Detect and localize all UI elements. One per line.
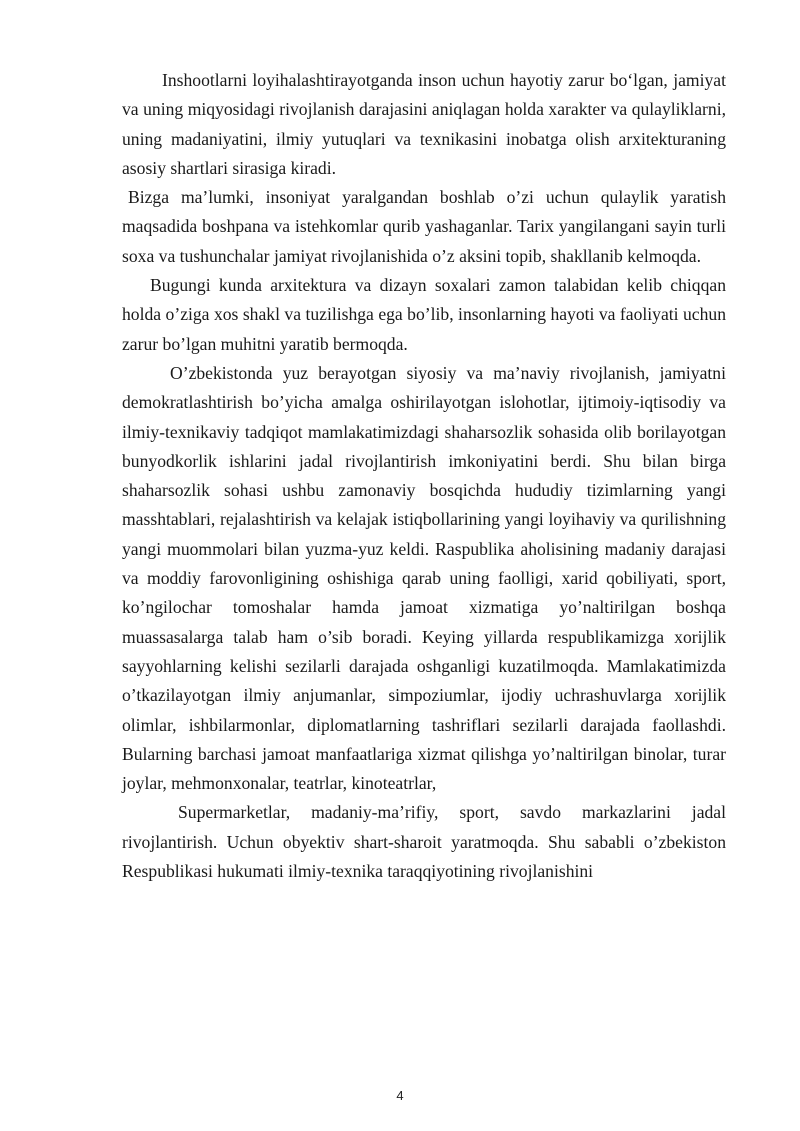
paragraph-1: Inshootlarni loyihalashtirayotganda inson uchun hayotiy zarur bo‘lgan, jamiyat va uning miqyosidagi rivojlanish darajasini aniqlagan holda xarakter va qulayliklarni, uning madaniyatini, ilmiy yutuqlari va texnikasini inobatga olish arxitekturaning asosiy shartlari sirasiga kiradi. — [122, 70, 726, 178]
paragraph-4: O’zbekistonda yuz berayotgan siyosiy va ma’naviy rivojlanish, jamiyatni demokratlashtirish bo’yicha amalga oshirilayotgan islohotlar, ijtimoiy-iqtisodiy va ilmiy-texnikaviy tadqiqot mamlakatimizdagi shaharsozlik sohasida olib borilayotgan bunyodkorlik ishlarini jadal rivojlantirish imkoniyatini berdi. Shu bilan birga shaharsozlik sohasi ushbu zamonaviy bosqichda hududiy tizimlarning yangi masshtablari, rejalashtirish va kelajak istiqbollarining yangi loyihaviy va qurilishning yangi muommolari bilan yuzma-yuz keldi. Raspublika aholisining madaniy darajasi va moddiy farovonligining oshishiga qarab uning faolligi, xarid qobiliyati, sport, ko’ngilochar tomoshalar hamda jamoat xizmatiga yo’naltirilgan boshqa muassasalarga talab ham o’sib boradi. Keying yillarda respublikamizga xorijlik sayyohlarning kelishi sezilarli darajada oshganligi kuzatilmoqda. Mamlakatimizda o’tkazilayotgan ilmiy anjumanlar, simpoziumlar, ijodiy uchrashuvlarga xorijlik olimlar, ishbilarmonlar, diplomatlarning tashriflari sezilarli darajada faollashdi. Bularning barchasi jamoat manfaatlariga xizmat qilishga yo’naltirilgan binolar, turar joylar, mehmonxonalar, teatrlar, kinoteatrlar, — [122, 362, 726, 794]
page-number: 4 — [396, 1088, 404, 1103]
page-body — [122, 66, 726, 886]
paragraph-3: Bugungi kunda arxitektura va dizayn soxalari zamon talabidan kelib chiqqan holda o’ziga xos shakl va tuzilishga ega bo’lib, insonlarning hayoti va faoliyati uchun zarur bo’lgan muhitni yaratib bermoqda. — [122, 275, 726, 354]
paragraph-5: Supermarketlar, madaniy-ma’rifiy, sport, savdo markazlarini jadal rivojlantirish. Uchun obyektiv shart-sharoit yaratmoqda. Shu sababli o’zbekiston Respublikasi hukumati ilmiy-texnika taraqqiyotining rivojlanishini — [122, 802, 726, 882]
paragraph-2: Bizga ma’lumki, insoniyat yaralgandan boshlab o’zi uchun qulaylik yaratish maqsadida boshpana va istehkomlar qurib yashaganlar. Tarix yangilangani sayin turli soxa va tushunchalar jamiyat rivojlanishida o’z aksini topib, shakllanib kelmoqda. — [122, 187, 726, 266]
